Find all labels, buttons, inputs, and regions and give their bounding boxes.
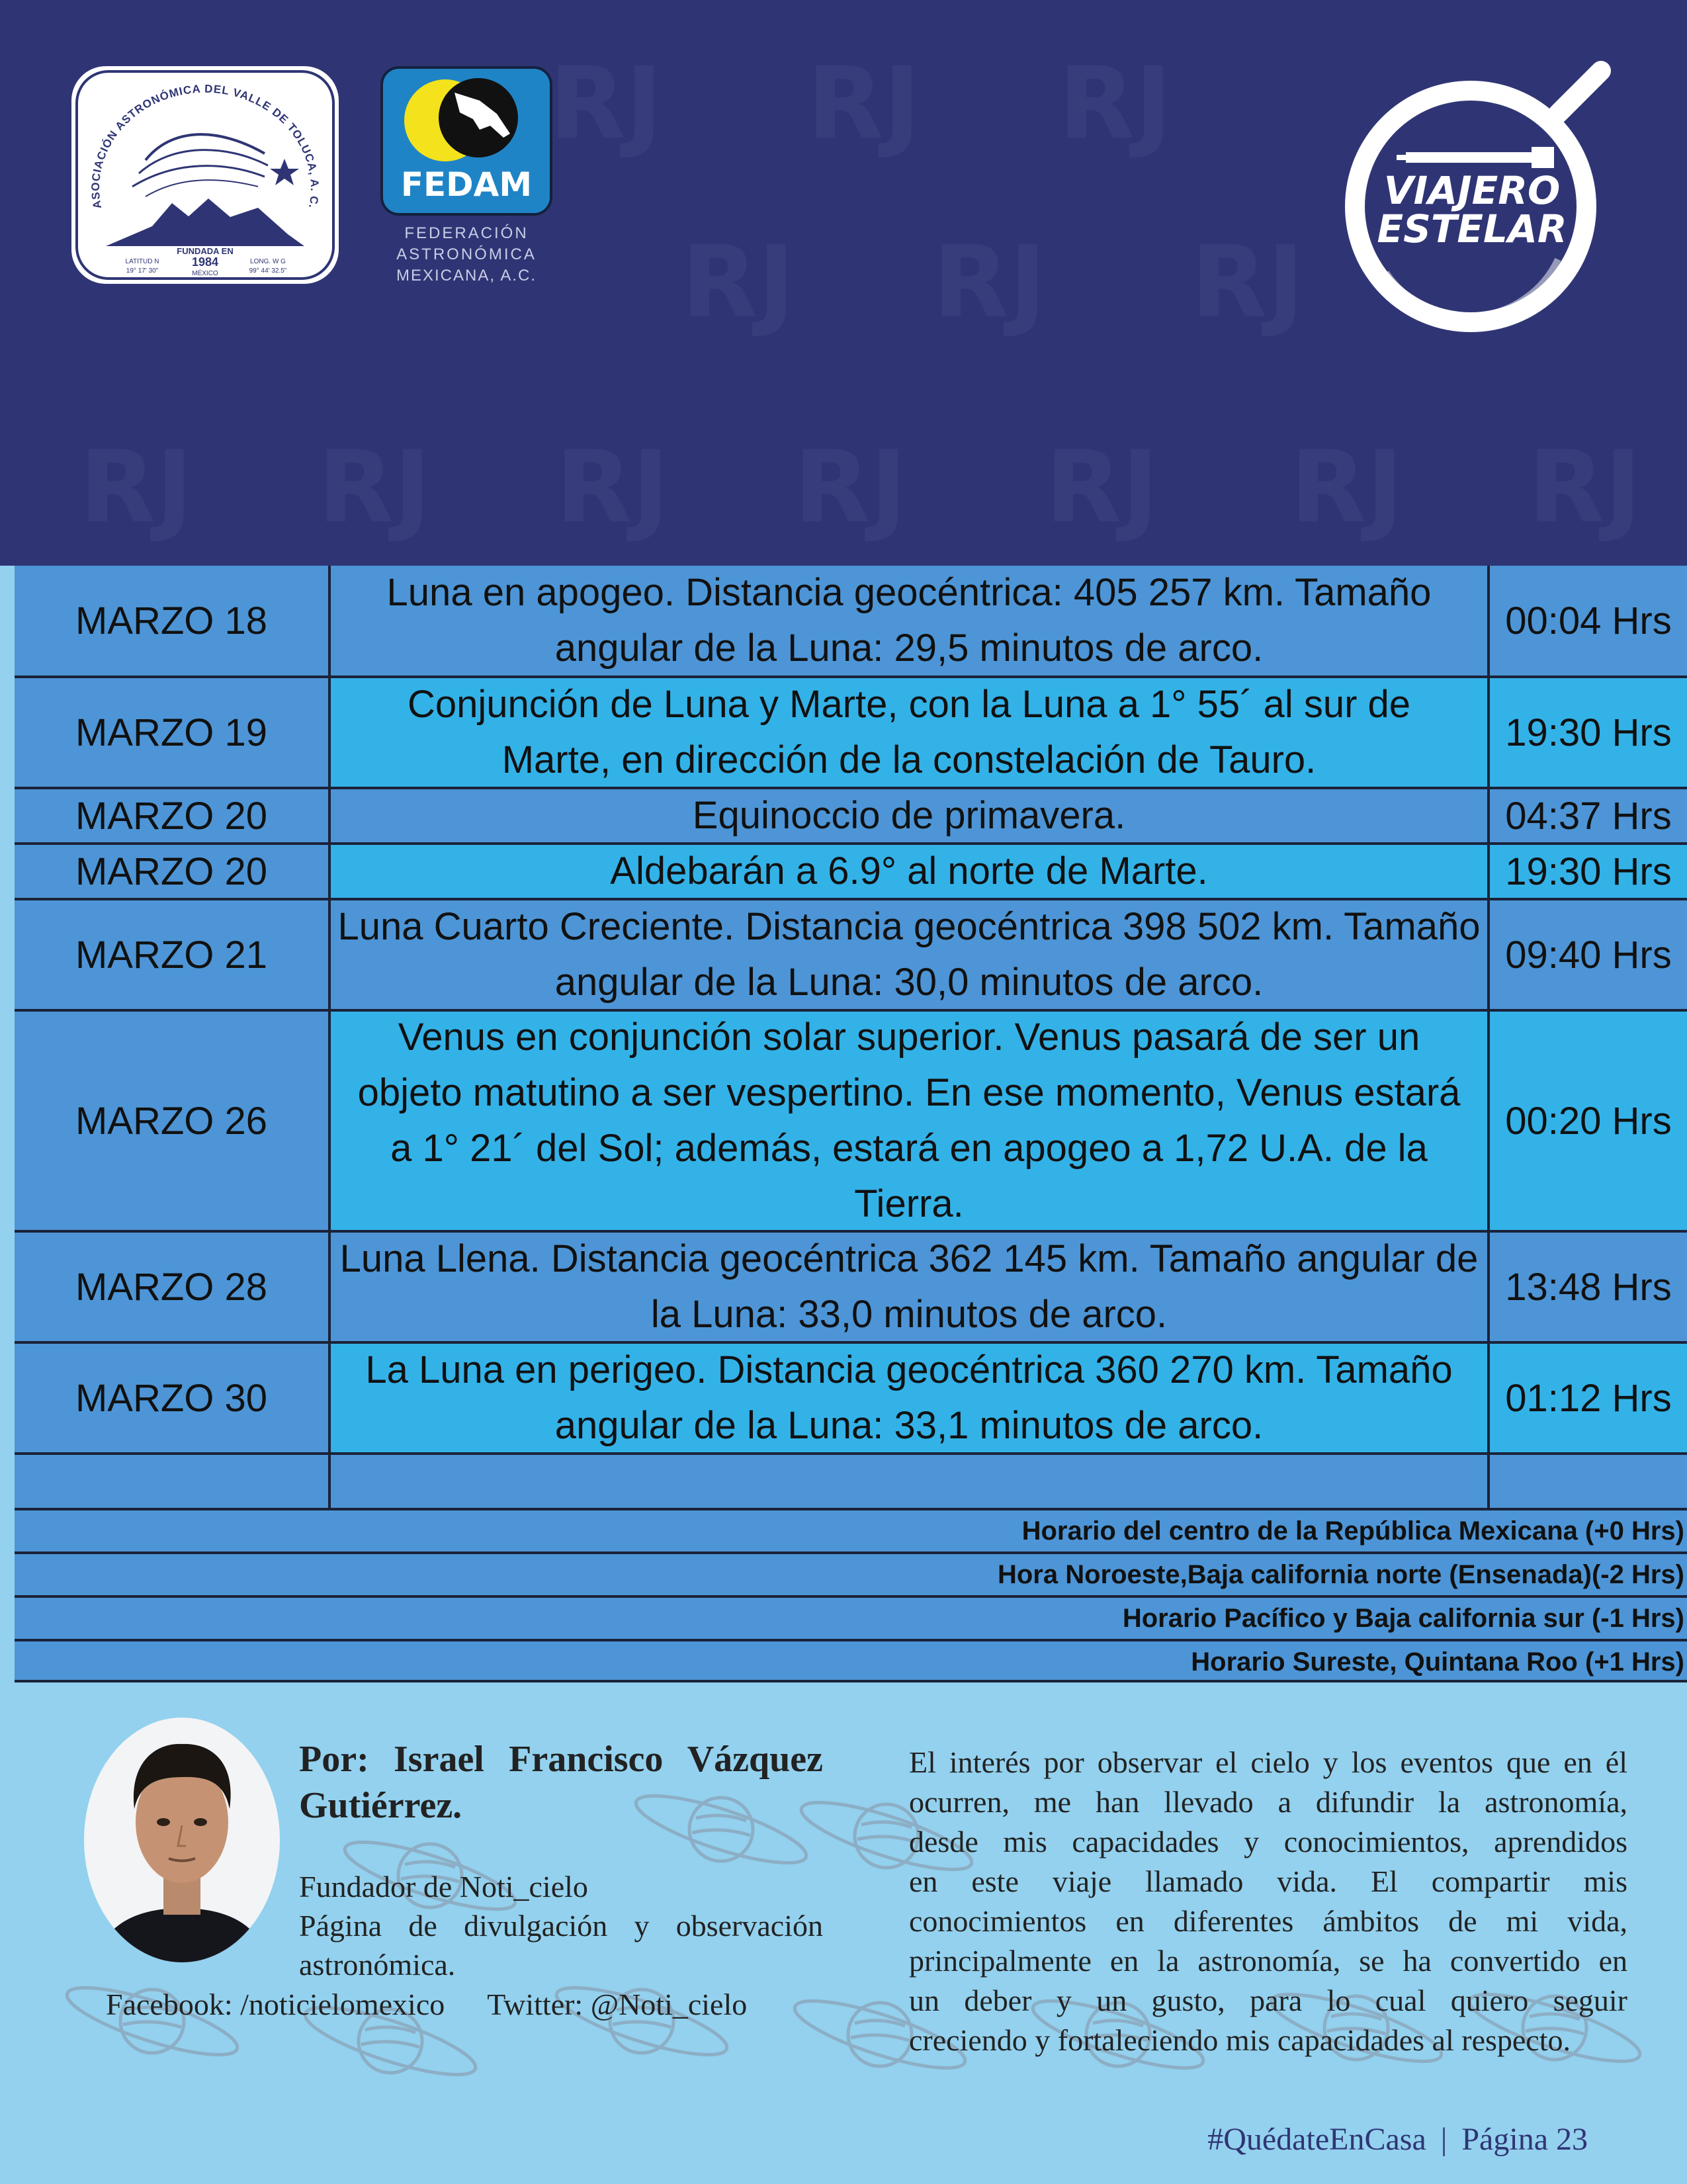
aavt-founded-year: 1984 bbox=[191, 255, 219, 269]
event-date: MARZO 30 bbox=[15, 1344, 331, 1455]
fedam-line1: FEDERACIÓN bbox=[404, 224, 529, 242]
aavt-long-value: 99° 44' 32.5" bbox=[249, 267, 287, 275]
aavt-long-label: LONG. W G bbox=[250, 258, 286, 265]
watermark-pattern bbox=[1528, 430, 1641, 545]
fedam-line2: ASTRONÓMICA bbox=[396, 245, 537, 263]
event-description bbox=[331, 845, 1490, 900]
event-description-line: Aldebarán a 6.9° al norte de Marte. bbox=[610, 850, 1208, 893]
aavt-lat-label: LATITUD N bbox=[125, 258, 159, 265]
facebook-link[interactable]: Facebook: /noticielomexico bbox=[106, 1987, 445, 2021]
author-bio bbox=[909, 1743, 1627, 2060]
page-header bbox=[0, 0, 1687, 566]
hashtag: #QuédateEnCasa bbox=[1207, 2122, 1426, 2157]
table-row bbox=[15, 789, 1687, 845]
event-description bbox=[331, 1233, 1490, 1344]
event-description-line: Venus en conjunción solar superior. Venus pasará de ser un bbox=[398, 1016, 1420, 1059]
table-row bbox=[15, 900, 1687, 1012]
event-description-line: angular de la Luna: 33,1 minutos de arco. bbox=[554, 1404, 1264, 1447]
events-table bbox=[15, 566, 1687, 1694]
event-description-line: a 1° 21´ del Sol; además, estará en apogeo a 1,72 U.A. de la Tierra. bbox=[390, 1127, 1428, 1225]
watermark-pattern bbox=[549, 46, 662, 161]
viajero-estelar-logo bbox=[1340, 41, 1631, 339]
table-row bbox=[15, 1233, 1687, 1344]
author-role: Fundador de Noti_cielo bbox=[299, 1870, 588, 1903]
event-time: 01:12 Hrs bbox=[1490, 1344, 1687, 1455]
event-time bbox=[1490, 1455, 1687, 1510]
event-description bbox=[331, 900, 1490, 1012]
watermark-pattern bbox=[1059, 46, 1172, 161]
watermark-pattern bbox=[79, 430, 193, 545]
fedam-acronym: FEDAM bbox=[400, 165, 533, 204]
author-social-links bbox=[106, 1985, 834, 2024]
aavt-founded-label: FUNDADA EN bbox=[177, 246, 234, 256]
event-description bbox=[331, 678, 1490, 789]
bio-line: desde mis capacidades y conocimientos, aprendidos bbox=[909, 1825, 1627, 1858]
event-time: 00:20 Hrs bbox=[1490, 1012, 1687, 1233]
event-date: MARZO 28 bbox=[15, 1233, 331, 1344]
viajero-line2: ESTELAR bbox=[1377, 206, 1567, 251]
event-time: 00:04 Hrs bbox=[1490, 566, 1687, 678]
aavt-logo bbox=[66, 61, 344, 289]
event-description-line: La Luna en perigeo. Distancia geocéntrica 360 270 km. Tamaño bbox=[365, 1348, 1453, 1391]
table-row bbox=[15, 1012, 1687, 1233]
viajero-line1: VIAJERO bbox=[1383, 168, 1561, 213]
footer-separator: | bbox=[1440, 2122, 1448, 2157]
event-description bbox=[331, 1012, 1490, 1233]
bio-line: creciendo y fortaleciendo mis capacidades al respecto. bbox=[909, 2023, 1571, 2057]
aavt-arc-text: ASOCIACIÓN ASTRONÓMICA DEL VALLE DE TOLUCA, A. C. bbox=[89, 82, 322, 210]
watermark-pattern bbox=[1191, 225, 1304, 340]
event-description-line: Marte, en dirección de la constelación de Tauro. bbox=[501, 738, 1317, 781]
event-date: MARZO 26 bbox=[15, 1012, 331, 1233]
event-time: 04:37 Hrs bbox=[1490, 789, 1687, 845]
table-row bbox=[15, 1344, 1687, 1455]
event-description-line: Luna en apogeo. Distancia geocéntrica: 405 257 km. Tamaño bbox=[386, 571, 1432, 614]
timezone-note: Horario del centro de la República Mexicana (+0 Hrs) bbox=[15, 1510, 1687, 1554]
event-description bbox=[331, 789, 1490, 845]
bio-line: conocimientos en diferentes ámbitos de mi vida, bbox=[909, 1904, 1627, 1938]
event-date: MARZO 20 bbox=[15, 845, 331, 900]
event-date: MARZO 18 bbox=[15, 566, 331, 678]
event-description-line: objeto matutino a ser vespertino. En ese momento, Venus estará bbox=[357, 1071, 1461, 1114]
watermark-pattern bbox=[1290, 430, 1403, 545]
author-name bbox=[299, 1736, 823, 1829]
event-description-line: angular de la Luna: 30,0 minutos de arco. bbox=[554, 961, 1264, 1004]
timezone-note: Hora Noroeste,Baja california norte (Ensenada)(-2 Hrs) bbox=[15, 1554, 1687, 1598]
event-time: 09:40 Hrs bbox=[1490, 900, 1687, 1012]
event-description bbox=[331, 1455, 1490, 1510]
page-footer bbox=[1207, 2121, 1588, 2158]
event-description-line: Luna Llena. Distancia geocéntrica 362 145 km. Tamaño angular de bbox=[339, 1237, 1479, 1280]
bio-line: El interés por observar el cielo y los eventos que en él bbox=[909, 1745, 1627, 1779]
event-date bbox=[15, 1455, 331, 1510]
fedam-line3: MEXICANA, A.C. bbox=[396, 267, 537, 284]
fedam-logo bbox=[380, 66, 552, 288]
page-number: Página 23 bbox=[1461, 2122, 1588, 2157]
watermark-pattern bbox=[1045, 430, 1158, 545]
watermark-pattern bbox=[807, 46, 920, 161]
table-row bbox=[15, 1455, 1687, 1510]
event-description bbox=[331, 1344, 1490, 1455]
event-date: MARZO 21 bbox=[15, 900, 331, 1012]
event-description-line: Luna Cuarto Creciente. Distancia geocéntrica 398 502 km. Tamaño bbox=[337, 905, 1481, 948]
watermark-pattern bbox=[681, 225, 795, 340]
author-name-line1: Por: Israel Francisco Vázquez bbox=[299, 1739, 823, 1780]
event-description bbox=[331, 566, 1490, 678]
bio-line: en este viaje llamado vida. El compartir mis bbox=[909, 1864, 1627, 1898]
table-row bbox=[15, 845, 1687, 900]
event-description-line: angular de la Luna: 29,5 minutos de arco. bbox=[554, 627, 1264, 670]
event-date: MARZO 20 bbox=[15, 789, 331, 845]
watermark-pattern bbox=[933, 225, 1046, 340]
table-row bbox=[15, 678, 1687, 789]
event-time: 13:48 Hrs bbox=[1490, 1233, 1687, 1344]
event-description-line: la Luna: 33,0 minutos de arco. bbox=[650, 1293, 1168, 1336]
table-row bbox=[15, 566, 1687, 678]
aavt-lat-value: 19° 17' 30" bbox=[126, 267, 159, 275]
bio-line: ocurren, me han llevado a difundir la astronomía, bbox=[909, 1785, 1627, 1819]
bio-line: principalmente en la astronomía, se ha convertido en bbox=[909, 1944, 1627, 1978]
bio-line: un deber y un gusto, para lo cual quiero seguir bbox=[909, 1984, 1627, 2017]
watermark-pattern bbox=[318, 430, 431, 545]
author-description: Página de divulgación y observación astronómica. bbox=[299, 1909, 823, 1982]
watermark-pattern bbox=[794, 430, 907, 545]
watermark-pattern bbox=[556, 430, 669, 545]
event-time: 19:30 Hrs bbox=[1490, 845, 1687, 900]
twitter-link[interactable]: Twitter: @Noti_cielo bbox=[487, 1987, 748, 2021]
event-date: MARZO 19 bbox=[15, 678, 331, 789]
timezone-note: Horario Pacífico y Baja california sur (-1 Hrs) bbox=[15, 1598, 1687, 1641]
author-name-line2: Gutiérrez. bbox=[299, 1785, 462, 1826]
event-description-line: Conjunción de Luna y Marte, con la Luna a 1° 55´ al sur de bbox=[407, 683, 1411, 726]
aavt-founded-place: MÉXICO bbox=[192, 270, 218, 277]
timezone-note: Horario Sureste, Quintana Roo (+1 Hrs) bbox=[15, 1641, 1687, 1682]
event-time: 19:30 Hrs bbox=[1490, 678, 1687, 789]
author-photo bbox=[83, 1716, 281, 1964]
event-description-line: Equinoccio de primavera. bbox=[692, 794, 1126, 837]
